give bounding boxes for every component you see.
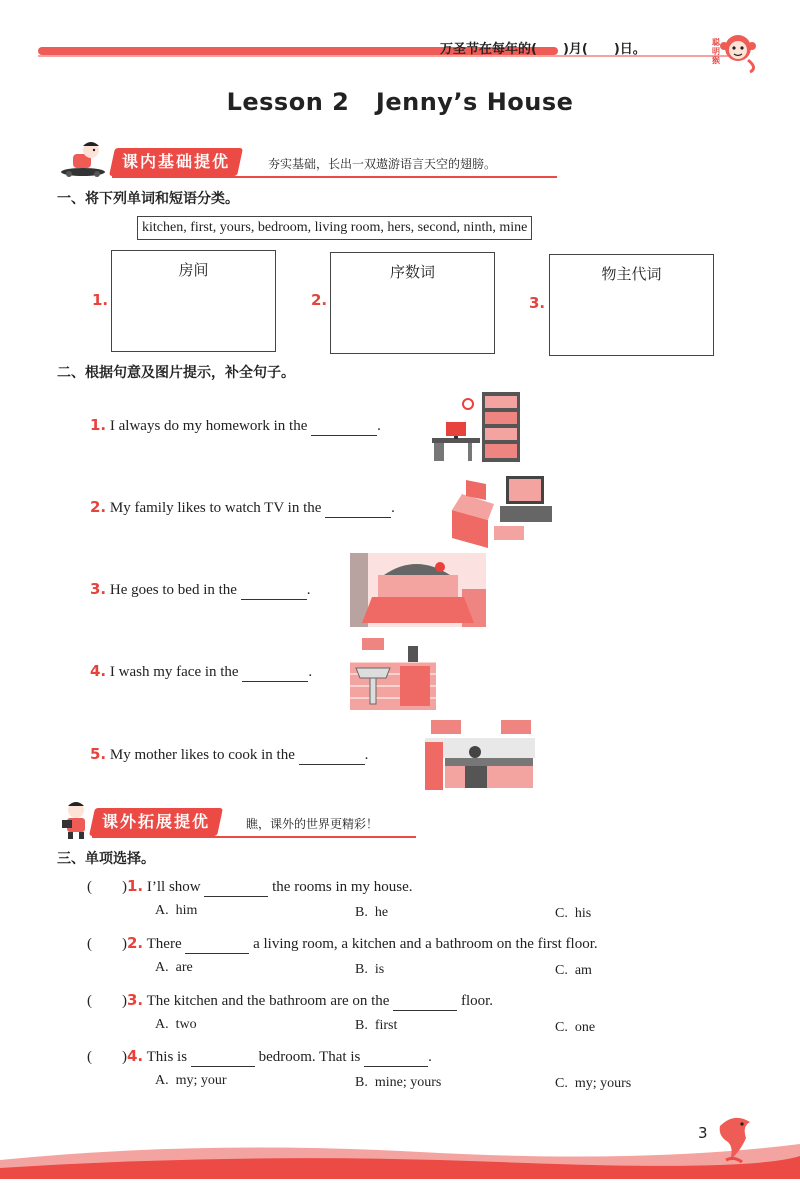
living-room-picture <box>448 470 558 550</box>
question-number: 1. <box>127 877 144 895</box>
answer-blank[interactable] <box>325 500 391 518</box>
answer-blank[interactable] <box>242 664 308 682</box>
question-blank <box>191 1049 255 1067</box>
study-room-picture <box>430 390 525 465</box>
item-number: 3. <box>90 580 107 598</box>
answer-paren[interactable]: ( ) <box>87 936 127 952</box>
answer-blank[interactable] <box>311 418 377 436</box>
item-number: 5. <box>90 745 107 763</box>
part2-heading: 二、根据句意及图片提示，补全句子。 <box>57 365 295 381</box>
question-blank <box>204 879 268 897</box>
question-text: The kitchen and the bathroom are on the <box>146 993 390 1009</box>
sentence-end: . <box>391 500 395 516</box>
section-slogan-basic: 夯实基础，长出一双遨游语言天空的翅膀。 <box>268 157 497 171</box>
option[interactable]: A. two <box>155 1017 197 1032</box>
category-number: 1. <box>92 291 109 309</box>
option[interactable]: A. my; your <box>155 1073 227 1088</box>
question-number: 2. <box>127 934 144 952</box>
word-bank: kitchen, first, yours, bedroom, living room, hers, second, ninth, mine <box>137 216 532 240</box>
category-label: 序数词 <box>389 263 435 281</box>
option[interactable]: C. am <box>555 963 592 978</box>
question-text-rest: a living room, a kitchen and a bathroom on the first floor. <box>253 936 598 952</box>
question-text-rest: floor. <box>460 993 494 1009</box>
answer-blank[interactable] <box>241 582 307 600</box>
sentence-end: . <box>306 582 311 598</box>
answer-paren[interactable]: ( ) <box>87 879 127 895</box>
mc-question <box>87 989 493 1011</box>
category-box-pronouns[interactable] <box>549 254 714 356</box>
mc-question <box>87 875 413 897</box>
section-underline <box>92 836 416 838</box>
boy-with-book-icon <box>58 800 92 840</box>
sentence-text: My family likes to watch TV in the <box>109 500 322 516</box>
question-blank <box>393 993 457 1011</box>
question-number: 4. <box>127 1047 144 1065</box>
mc-question <box>87 932 598 954</box>
option[interactable]: B. first <box>355 1018 398 1033</box>
category-number: 2. <box>311 291 328 309</box>
sentence-end: . <box>308 664 313 680</box>
category-box-rooms[interactable] <box>111 250 276 352</box>
question-blank <box>185 936 249 954</box>
sentence-end: . <box>377 418 381 434</box>
question-text-rest: the rooms in my house. <box>272 879 413 895</box>
category-number: 3. <box>529 294 546 312</box>
fill-sentence <box>90 580 310 600</box>
section-banner-basic-label: 课内基础提优 <box>122 152 231 171</box>
page-title: Lesson 2 Jenny’s House <box>226 88 574 116</box>
question-end: . <box>428 1049 432 1065</box>
option[interactable]: C. my; yours <box>555 1076 632 1091</box>
footer-wave <box>0 1130 800 1179</box>
boy-on-skateboard-icon <box>55 140 107 178</box>
question-text: This is <box>146 1049 188 1065</box>
answer-paren[interactable]: ( ) <box>87 993 127 1009</box>
section-banner-basic <box>109 148 243 176</box>
section-banner-extended-label: 课外拓展提优 <box>102 812 211 831</box>
question-text: There <box>146 936 182 952</box>
option[interactable]: C. his <box>555 906 592 921</box>
item-number: 1. <box>90 416 107 434</box>
section-banner-extended <box>89 808 223 836</box>
category-label: 房间 <box>178 261 209 279</box>
fill-sentence <box>90 416 381 436</box>
dolphin-icon <box>712 1112 758 1164</box>
option[interactable]: B. mine; yours <box>355 1075 442 1090</box>
answer-paren[interactable]: ( ) <box>87 1049 127 1065</box>
fill-sentence <box>90 745 368 765</box>
bedroom-picture <box>350 553 486 627</box>
category-label: 物主代词 <box>601 265 662 283</box>
part3-heading: 三、单项选择。 <box>57 851 155 867</box>
section-underline <box>112 176 557 178</box>
sentence-text: I always do my homework in the <box>109 418 308 434</box>
option[interactable]: A. are <box>155 960 193 975</box>
sentence-text: My mother likes to cook in the <box>109 747 295 763</box>
mascot-text: 聪明猴 <box>712 38 720 65</box>
section-slogan-extended: 瞧，课外的世界更精彩！ <box>246 817 379 831</box>
option[interactable]: B. he <box>355 905 389 920</box>
option[interactable]: A. him <box>155 903 198 918</box>
sentence-text: He goes to bed in the <box>109 582 237 598</box>
header-note: 万圣节在每年的( )月( )日。 <box>440 42 646 57</box>
option[interactable]: B. is <box>355 962 385 977</box>
kitchen-picture <box>425 718 535 790</box>
mc-question <box>87 1045 432 1067</box>
answer-blank[interactable] <box>299 747 365 765</box>
part1-heading: 一、将下列单词和短语分类。 <box>57 191 239 207</box>
option[interactable]: C. one <box>555 1020 596 1035</box>
question-number: 3. <box>127 991 144 1009</box>
sentence-text: I wash my face in the <box>109 664 239 680</box>
item-number: 4. <box>90 662 107 680</box>
fill-sentence <box>90 662 312 682</box>
fill-sentence <box>90 498 395 518</box>
question-blank <box>364 1049 428 1067</box>
sentence-end: . <box>364 747 369 763</box>
category-box-ordinals[interactable] <box>330 252 495 354</box>
item-number: 2. <box>90 498 107 516</box>
question-text: I’ll show <box>146 879 201 895</box>
bathroom-picture <box>350 634 436 710</box>
question-text-rest: bedroom. That is <box>258 1049 361 1065</box>
page-number: 3 <box>698 1124 708 1142</box>
